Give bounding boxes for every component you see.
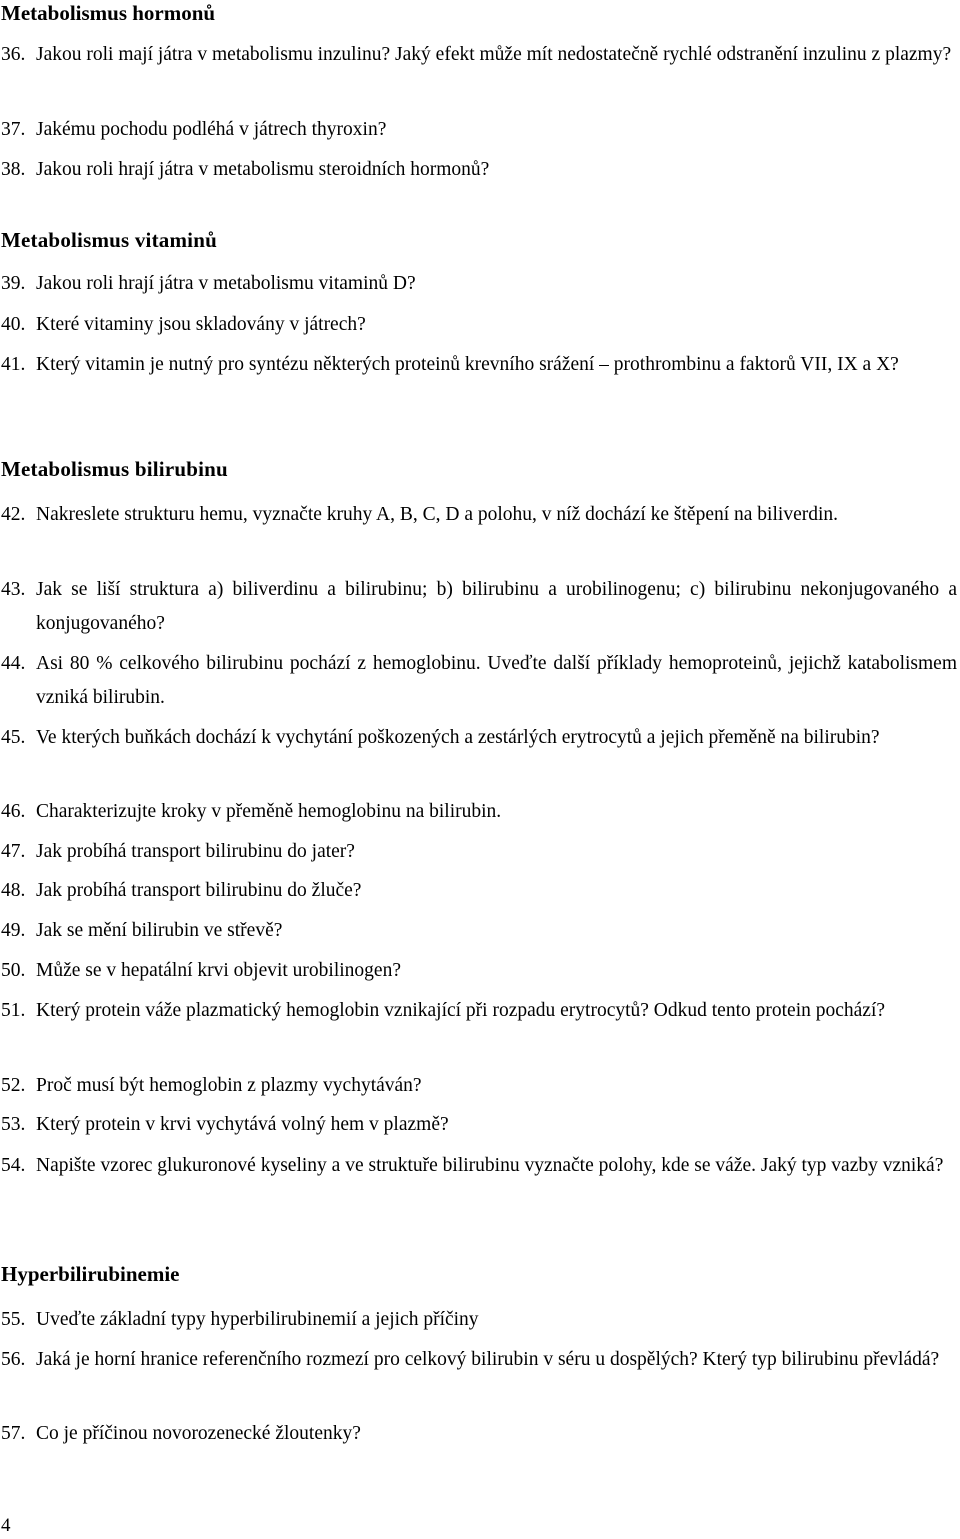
question-text: Který vitamin je nutný pro syntézu některých proteinů krevního srážení – prothrombinu a faktorů VII, IX a X? xyxy=(36,354,899,375)
question-text: Uveďte základní typy hyperbilirubinemií a jejich příčiny xyxy=(36,1309,479,1330)
question-text: Charakterizujte kroky v přeměně hemoglobinu na bilirubin. xyxy=(36,801,502,822)
question-46 xyxy=(0,795,957,829)
question-number: 39. xyxy=(1,273,26,294)
question-55 xyxy=(0,1303,957,1337)
question-text: Jakou roli hrají játra v metabolismu vitaminů D? xyxy=(36,273,416,294)
section-heading-hormones: Metabolismus hormonů xyxy=(1,1,216,25)
question-number: 44. xyxy=(1,653,26,674)
question-number: 48. xyxy=(1,880,26,901)
question-text: Nakreslete strukturu hemu, vyznačte kruhy A, B, C, D a polohu, v níž dochází ke štěpení na biliverdin. xyxy=(36,504,839,525)
question-50 xyxy=(0,954,957,988)
question-text: Ve kterých buňkách dochází k vychytání poškozených a zestárlých erytrocytů a jejich přeměně na bilirubin? xyxy=(36,727,880,748)
question-57 xyxy=(0,1417,957,1451)
question-number: 45. xyxy=(1,727,26,748)
question-51 xyxy=(0,994,957,1028)
question-text: Asi 80 % celkového bilirubinu pochází z hemoglobinu. Uveďte další příklady hemoproteinů, jejichž katabolismem vzniká bilirubin. xyxy=(36,653,957,708)
question-text: Jak se liší struktura a) biliverdinu a bilirubinu; b) bilirubinu a urobilinogenu; c) bilirubinu nekonjugovaného a konjugovaného? xyxy=(36,579,957,634)
question-47 xyxy=(0,835,957,869)
question-text: Jak probíhá transport bilirubinu do žluče? xyxy=(36,880,362,901)
question-number: 42. xyxy=(1,504,26,525)
question-37 xyxy=(0,113,957,147)
question-49 xyxy=(0,914,957,948)
question-number: 43. xyxy=(1,579,26,600)
question-text: Který protein v krvi vychytává volný hem v plazmě? xyxy=(36,1114,449,1135)
question-56 xyxy=(0,1343,957,1377)
question-number: 52. xyxy=(1,1075,26,1096)
question-text: Napište vzorec glukuronové kyseliny a ve struktuře bilirubinu vyznačte polohy, kde se váže. Jaký typ vazby vzniká? xyxy=(36,1155,944,1176)
question-text: Jak probíhá transport bilirubinu do jater? xyxy=(36,841,355,862)
question-number: 49. xyxy=(1,920,26,941)
question-text: Jak se mění bilirubin ve střevě? xyxy=(36,920,283,941)
question-number: 40. xyxy=(1,314,26,335)
page-number: 4 xyxy=(1,1515,11,1536)
question-43 xyxy=(0,573,957,641)
question-number: 46. xyxy=(1,801,26,822)
question-36 xyxy=(0,38,957,72)
question-45 xyxy=(0,721,957,755)
question-text: Jakou roli mají játra v metabolismu inzulinu? Jaký efekt může mít nedostatečně rychlé odstranění inzulinu z plazmy? xyxy=(36,44,952,65)
question-54 xyxy=(0,1149,957,1183)
question-number: 37. xyxy=(1,119,26,140)
question-text: Který protein váže plazmatický hemoglobin vznikající při rozpadu erytrocytů? Odkud tento protein pochází? xyxy=(36,1000,886,1021)
question-number: 55. xyxy=(1,1309,26,1330)
question-text: Jakou roli hrají játra v metabolismu steroidních hormonů? xyxy=(36,159,490,180)
question-41 xyxy=(0,348,957,382)
question-44 xyxy=(0,647,957,715)
question-number: 38. xyxy=(1,159,26,180)
question-39 xyxy=(0,267,957,301)
question-48 xyxy=(0,874,957,908)
section-heading-vitamins: Metabolismus vitaminů xyxy=(1,228,217,252)
question-38 xyxy=(0,153,957,187)
question-40 xyxy=(0,308,957,342)
section-heading-bilirubin: Metabolismus bilirubinu xyxy=(1,457,228,481)
question-text: Které vitaminy jsou skladovány v játrech? xyxy=(36,314,366,335)
question-text: Jakému pochodu podléhá v játrech thyroxin? xyxy=(36,119,387,140)
question-42 xyxy=(0,498,957,532)
question-text: Jaká je horní hranice referenčního rozmezí pro celkový bilirubin v séru u dospělých? Který typ bilirubinu převládá? xyxy=(36,1349,940,1370)
question-text: Co je příčinou novorozenecké žloutenky? xyxy=(36,1423,361,1444)
question-number: 57. xyxy=(1,1423,26,1444)
question-number: 41. xyxy=(1,354,26,375)
question-53 xyxy=(0,1108,957,1142)
question-text: Proč musí být hemoglobin z plazmy vychytáván? xyxy=(36,1075,422,1096)
question-text: Může se v hepatální krvi objevit urobilinogen? xyxy=(36,960,401,981)
question-number: 47. xyxy=(1,841,26,862)
question-number: 53. xyxy=(1,1114,26,1135)
question-number: 51. xyxy=(1,1000,26,1021)
section-heading-hyperbilirubinemia: Hyperbilirubinemie xyxy=(1,1262,180,1286)
question-number: 56. xyxy=(1,1349,26,1370)
question-number: 50. xyxy=(1,960,26,981)
question-number: 36. xyxy=(1,44,26,65)
question-number: 54. xyxy=(1,1155,26,1176)
question-52 xyxy=(0,1069,957,1103)
